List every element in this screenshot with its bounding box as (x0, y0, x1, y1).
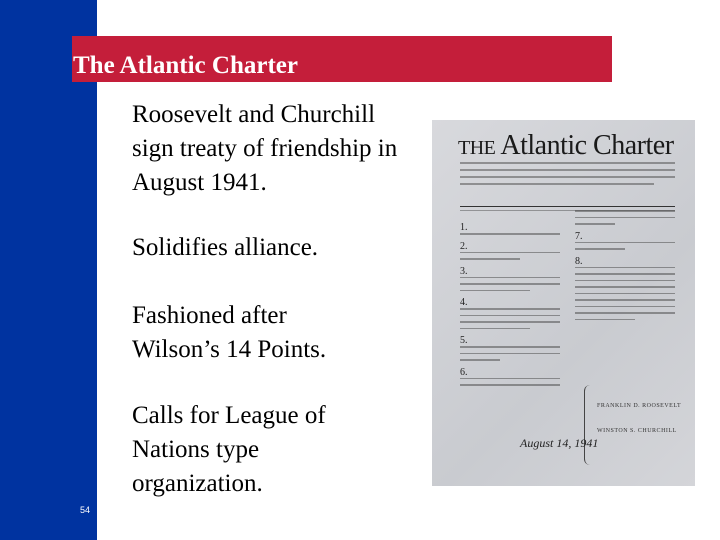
slide-number: 54 (80, 505, 91, 515)
bullet-4: Calls for League of Nations type organization. (132, 402, 326, 497)
bullet-3: Fashioned after Wilson’s 14 Points. (132, 302, 327, 363)
poster-date: August 14, 1941 (520, 436, 599, 450)
slide-title: The Atlantic Charter (73, 52, 298, 79)
poster-right-column: 7. 8. (575, 210, 675, 325)
signature-churchill: WINSTON S. CHURCHILL (597, 428, 677, 434)
bullet-2: Solidifies alliance. (132, 234, 319, 261)
poster-left-column: 1. 2. 3. 4. 5. 6. (460, 216, 560, 391)
signature-roosevelt: FRANKLIN D. ROOSEVELT (597, 403, 682, 409)
bullet-1: Roosevelt and Churchill sign treaty of friendship in August 1941. (132, 101, 398, 196)
poster-title: THE Atlantic Charter (458, 130, 674, 161)
poster-intro (460, 162, 675, 190)
atlantic-charter-document-image (432, 120, 695, 486)
